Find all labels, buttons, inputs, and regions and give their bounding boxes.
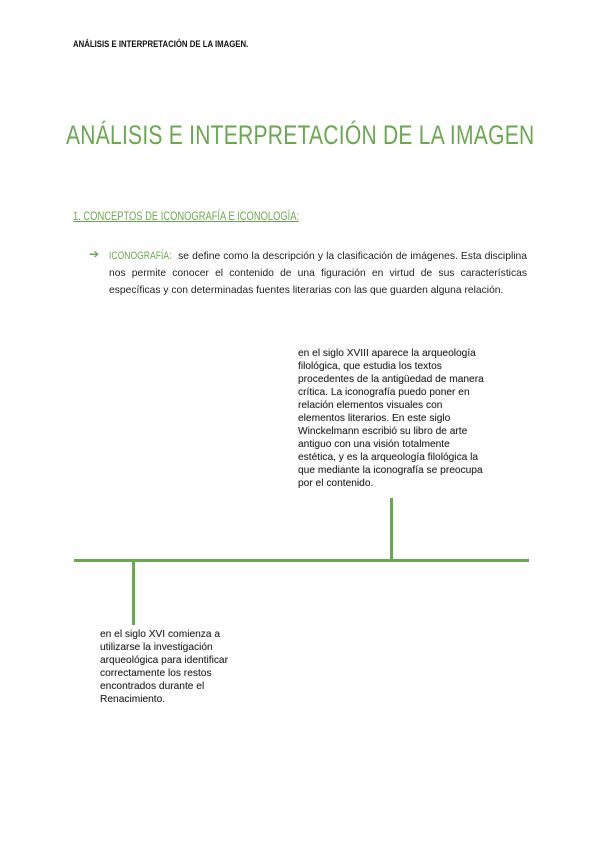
page-title: ANÁLISIS E INTERPRETACIÓN DE LA IMAGEN xyxy=(66,120,535,150)
term-label: ICONOGRAFÍA: xyxy=(109,250,172,262)
section-heading: 1. CONCEPTOS DE ICONOGRAFÍA E ICONOLOGÍA: xyxy=(73,209,300,223)
definition-text: se define como la descripción y la clasificación de imágenes. Esta disciplina nos permite conocer el contenido de una figuración en virtud de sus características específicas y con determinadas fuentes literarias con las que guarden alguna relación. xyxy=(109,251,527,296)
arrow-bullet-icon: ➔ xyxy=(89,247,100,261)
running-header: ANÁLISIS E INTERPRETACIÓN DE LA IMAGEN. xyxy=(73,39,249,50)
timeline-note-xviii: en el siglo XVIII aparece la arqueología filológica, que estudia los textos procedentes de la antigüedad de manera crítica. La iconografía puedo poner en relación elementos visuales con elementos literarios. En este siglo Winckelmann escribió su libro de arte antiguo con una visión totalmente estética, y es la arqueología filológica la que mediante la iconografía se preocupa por el contenido. xyxy=(298,348,484,489)
timeline-connector-xviii xyxy=(390,498,393,560)
timeline-line xyxy=(74,559,529,562)
timeline-note-xvi: en el siglo XVI comienza a utilizarse la investigación arqueológica para identificar correctamente los restos encontrados durante el Renacimiento. xyxy=(100,629,228,705)
timeline-connector-xvi xyxy=(132,561,135,625)
definition-paragraph xyxy=(109,248,527,299)
